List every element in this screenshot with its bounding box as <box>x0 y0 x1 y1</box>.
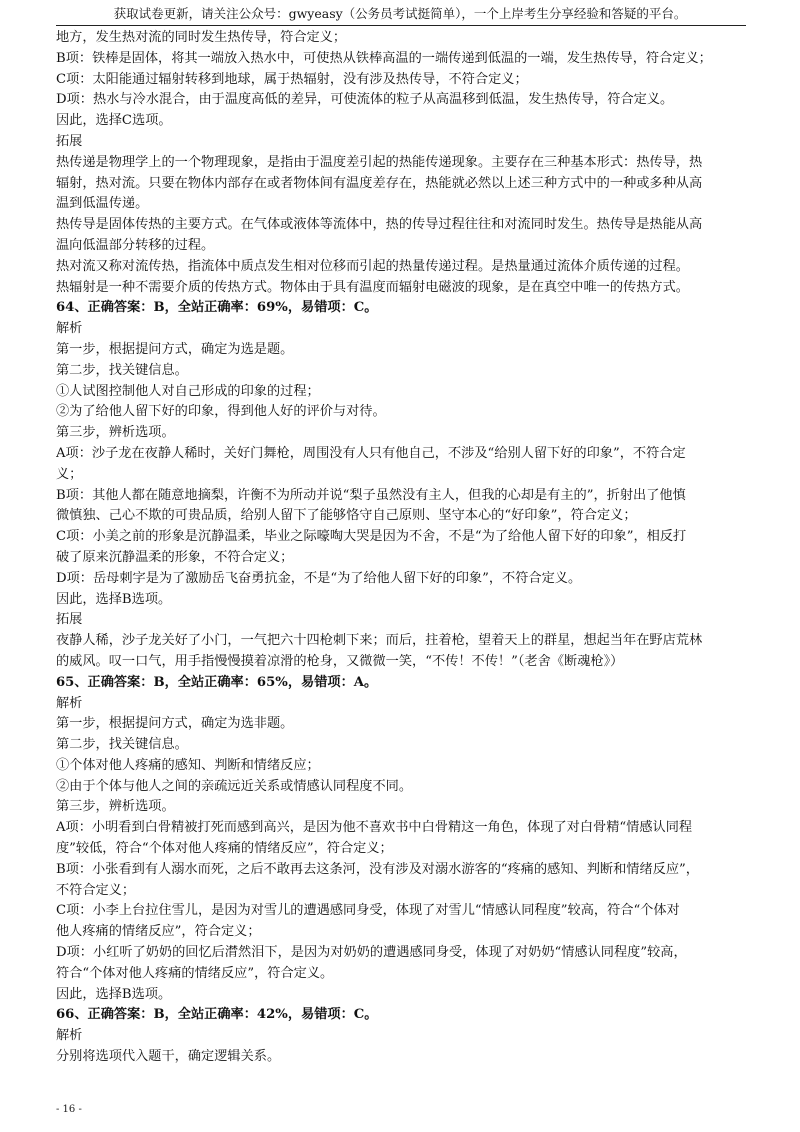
text-line: ①人试图控制他人对自己形成的印象的过程； <box>56 383 320 399</box>
text-line: 拓展 <box>56 612 83 628</box>
text-line: 地方，发生热对流的同时发生热传导，符合定义； <box>56 30 347 45</box>
text-line: 热对流又称对流传热，指流体中质点发生相对位移而引起的热量传递过程。是热量通过流体介质传递的过程。 <box>56 258 689 274</box>
text-line: D项：岳母刺字是为了激励岳飞奋勇抗金，不是“为了给他人留下好的印象”，不符合定义。 <box>56 570 582 586</box>
text-line: 他人疼痛的情绪反应”，符合定义； <box>56 924 261 940</box>
text-line: D项：小红听了奶奶的回忆后潸然泪下，是因为对奶奶的遭遇感同身受，体现了对奶奶“情感认同程度”较高， <box>56 945 687 961</box>
text-block <box>56 319 746 340</box>
text-line: 第一步，根据提问方式，确定为选是题。 <box>56 341 294 357</box>
text-line: 第一步，根据提问方式，确定为选非题。 <box>56 716 294 732</box>
text-block <box>56 28 746 132</box>
text-block <box>56 340 746 610</box>
text-block <box>56 1047 746 1068</box>
text-block <box>56 673 746 694</box>
text-line: 热传导是固体传热的主要方式。在气体或液体等流体中，热的传导过程往往和对流同时发生。热传导是热能从高 <box>56 217 703 233</box>
text-block <box>56 1026 746 1047</box>
text-line: 因此，选择C选项。 <box>56 113 172 129</box>
text-line: B项：其他人都在随意地摘梨，许衡不为所动并说“梨子虽然没有主人，但我的心却是有主的”，折射出了他慎 <box>56 487 686 503</box>
text-line: 第三步，辨析选项。 <box>56 799 175 815</box>
text-line: ①个体对他人疼痛的感知、判断和情绪反应； <box>56 757 320 773</box>
text-line: 解析 <box>56 695 83 711</box>
text-line: B项：小张看到有人溺水而死，之后不敢再去这条河，没有涉及对溺水游客的“疼痛的感知、判断和情绪反应”， <box>56 861 699 877</box>
text-line: 第三步，辨析选项。 <box>56 425 175 441</box>
document-body <box>56 28 746 1068</box>
text-block <box>56 298 746 319</box>
text-block <box>56 631 746 673</box>
text-block <box>56 610 746 631</box>
text-line: 温到低温传递。 <box>56 196 149 212</box>
page-header: 获取试卷更新，请关注公众号：gwyeasy（公务员考试挺简单），一个上岸考生分享经验和答疑的平台。 <box>113 6 687 21</box>
text-line: 夜静人稀，沙子龙关好了小门，一气把六十四枪刺下来；而后，拄着枪，望着天上的群星，想起当年在野店荒林 <box>56 633 703 649</box>
text-line: 热传递是物理学上的一个物理现象，是指由于温度差引起的热能传递现象。主要存在三种基本形式：热传导，热 <box>56 154 703 170</box>
text-line: B项：铁棒是固体，将其一端放入热水中，可使热从铁棒高温的一端传递到低温的一端，发生热传导，符合定义； <box>56 50 712 66</box>
text-line: 热辐射是一种不需要介质的传热方式。物体由于具有温度而辐射电磁波的现象，是在真空中唯一的传热方式。 <box>56 279 689 295</box>
text-line: 符合“个体对他人疼痛的情绪反应”，符合定义。 <box>56 965 334 981</box>
text-line: C项：小李上台拉住雪儿，是因为对雪儿的遭遇感同身受，体现了对雪儿“情感认同程度”较高，符合“个体对 <box>56 903 680 919</box>
text-block <box>56 132 746 153</box>
page-number: - 16 - <box>56 1104 82 1115</box>
text-line: 因此，选择B选项。 <box>56 986 172 1002</box>
text-line: C项：太阳能通过辐射转移到地球，属于热辐射，没有涉及热传导，不符合定义； <box>56 71 528 87</box>
text-line: C项：小美之前的形象是沉静温柔，毕业之际嚎啕大哭是因为不舍，不是“为了给他人留下好的印象”，相反打 <box>56 529 687 545</box>
text-line: 解析 <box>56 1028 83 1044</box>
text-line: 的威风。叹一口气，用手指慢慢摸着凉滑的枪身，又微微一笑，“不传！不传！”（老舍《断魂枪》） <box>56 653 624 669</box>
text-block <box>56 694 746 715</box>
answer-heading: 64、正确答案：B，全站正确率：69%，易错项：C。 <box>56 300 378 316</box>
text-block <box>56 153 746 299</box>
text-line: 第二步，找关键信息。 <box>56 362 188 378</box>
text-line: 解析 <box>56 321 83 337</box>
text-block <box>56 714 746 1005</box>
text-line: ②由于个体与他人之间的亲疏远近关系或情感认同程度不同。 <box>56 778 413 794</box>
text-line: 拓展 <box>56 133 83 149</box>
text-line: 微慎独、己心不欺的可贵品质，给别人留下了能够恪守自己原则、坚守本心的“好印象”，符合定义； <box>56 508 637 524</box>
text-line: 度”较低，符合“个体对他人疼痛的情绪反应”，符合定义； <box>56 841 393 857</box>
text-line: 因此，选择B选项。 <box>56 591 172 607</box>
text-line: D项：热水与冷水混合，由于温度高低的差异，可使流体的粒子从高温移到低温，发生热传导，符合定义。 <box>56 92 674 108</box>
text-line: 不符合定义； <box>56 882 136 898</box>
text-line: 破了原来沉静温柔的形象，不符合定义； <box>56 549 294 565</box>
text-line: 辐射，热对流。只要在物体内部存在或者物体间有温度差存在，热能就必然以上述三种方式中的一种或多种从高 <box>56 175 703 191</box>
text-line: 义； <box>56 466 83 482</box>
text-line: A项：沙子龙在夜静人稀时，关好门舞枪，周围没有人只有他自己，不涉及“给别人留下好的印象”，不符合定 <box>56 445 686 461</box>
text-line: A项：小明看到白骨精被打死而感到高兴，是因为他不喜欢书中白骨精这一角色，体现了对白骨精“情感认同程 <box>56 820 693 836</box>
text-line: ②为了给他人留下好的印象，得到他人好的评价与对待。 <box>56 404 386 420</box>
text-line: 温向低温部分转移的过程。 <box>56 237 215 253</box>
answer-heading: 65、正确答案：B，全站正确率：65%，易错项：A。 <box>56 674 378 690</box>
text-line: 分别将选项代入题干，确定逻辑关系。 <box>56 1049 281 1065</box>
text-block <box>56 1005 746 1026</box>
answer-heading: 66、正确答案：B，全站正确率：42%，易错项：C。 <box>56 1007 378 1023</box>
header-divider <box>56 25 746 26</box>
text-line: 第二步，找关键信息。 <box>56 737 188 753</box>
